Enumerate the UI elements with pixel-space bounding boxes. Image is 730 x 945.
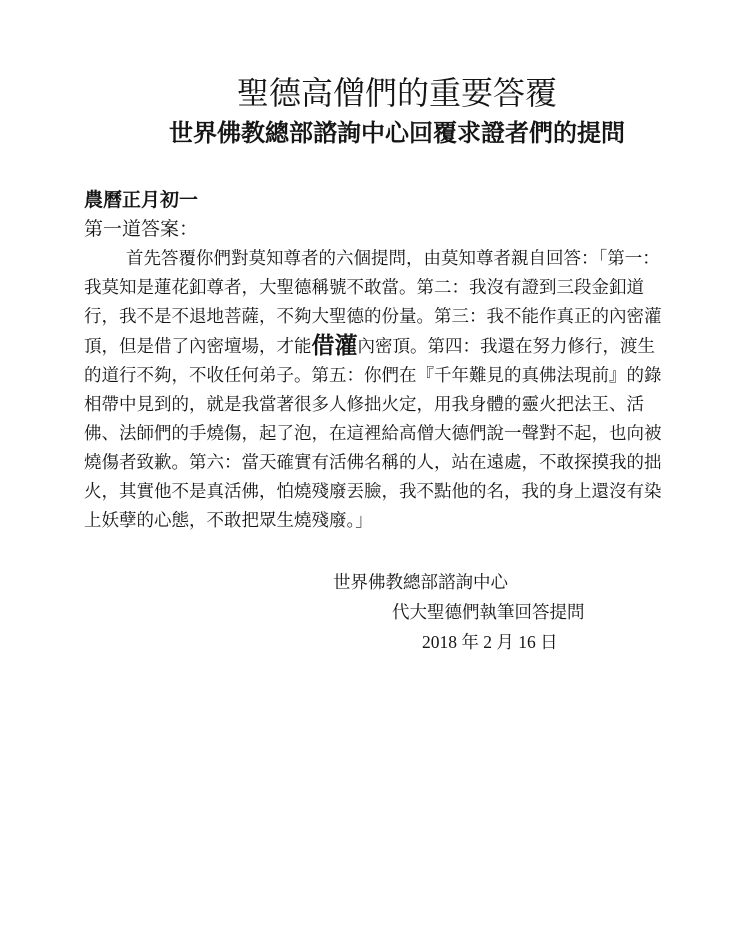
paragraph-segment: 內密頂。第四：我還在努力修行，渡生 [357,336,655,356]
paragraph-line: 佛、法師們的手燒傷，起了泡，在這裡給高僧大德們說一聲對不起，也向被 [84,423,662,443]
paragraph-line: 首先答覆你們對莫知尊者的六個提問，由莫知尊者親自回答：「第一： [126,248,660,268]
paragraph-line: 的道行不夠，不收任何弟子。第五：你們在『千年難見的真佛法現前』的錄 [84,365,662,385]
signature-date: 2018 年 2 月 16 日 [422,632,558,652]
signature-block [84,567,690,657]
paragraph-line [84,331,690,361]
paragraph-line: 上妖孽的心態，不敢把眾生燒殘廢。」 [84,510,373,530]
paragraph-segment: 頂，但是借了內密壇場，才能 [84,336,312,356]
answer-number-heading: 第一道答案： [84,219,199,240]
document-header [94,73,700,150]
document-content [84,186,690,657]
emphasized-text: 借灌 [311,333,358,358]
lunar-date-heading: 農曆正月初一 [84,190,199,211]
document-title: 聖德高僧們的重要答覆 [236,75,557,111]
paragraph-line: 我莫知是蓮花釦尊者，大聖德稱號不敢當。第二：我沒有證到三段金釦道 [84,277,644,297]
paragraph-line: 相帶中見到的，就是我當著很多人修拙火定，用我身體的靈火把法王、活 [84,394,644,414]
document-subtitle: 世界佛教總部諮詢中心回覆求證者們的提問 [169,121,625,147]
paragraph-line: 行，我不是不退地菩薩，不夠大聖德的份量。第三：我不能作真正的內密灌 [84,306,662,326]
paragraph-line: 燒傷者致歉。第六：當天確實有活佛名稱的人，站在遠處，不敢探摸我的拙 [84,452,662,472]
answer-paragraph [84,244,690,535]
paragraph-line: 火，其實他不是真活佛，怕燒殘廢丟臉，我不點他的名，我的身上還沒有染 [84,481,662,501]
signature-organization: 世界佛教總部諮詢中心 [333,572,508,592]
signature-byline: 代大聖德們執筆回答提問 [392,602,585,622]
